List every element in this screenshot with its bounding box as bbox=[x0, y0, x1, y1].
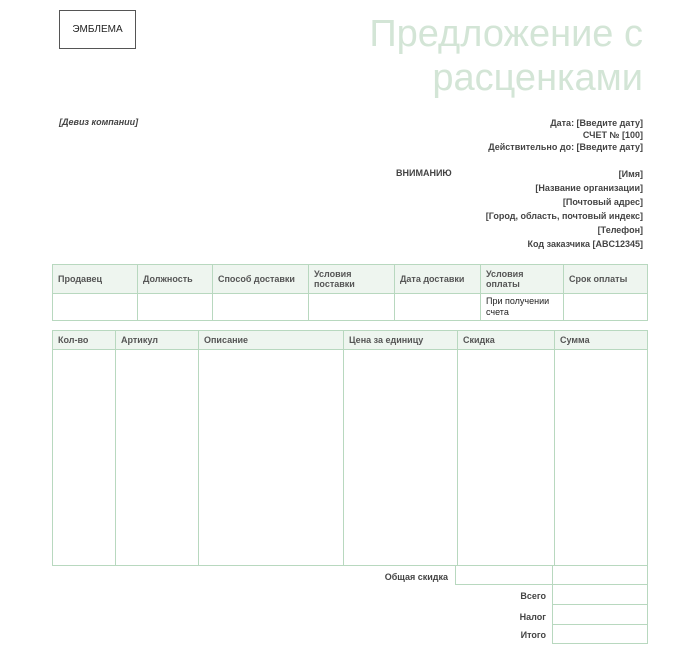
customer-id: Код заказчика [ABC12345] bbox=[527, 239, 643, 249]
info-table bbox=[52, 264, 648, 321]
total-field[interactable] bbox=[552, 584, 648, 605]
date-field: Дата: [Введите дату] bbox=[550, 118, 643, 128]
recipient-name: [Имя] bbox=[618, 169, 643, 179]
tax-field[interactable] bbox=[552, 604, 648, 625]
table-row bbox=[53, 294, 648, 321]
cell-seller[interactable] bbox=[53, 294, 138, 321]
header-delivery-terms: Условия поставки bbox=[309, 265, 395, 294]
grand-total-field[interactable] bbox=[552, 624, 648, 644]
cell-description[interactable] bbox=[199, 350, 344, 566]
recipient-phone: [Телефон] bbox=[597, 225, 643, 235]
header-unit-price: Цена за единицу bbox=[344, 331, 458, 350]
header-description: Описание bbox=[199, 331, 344, 350]
table-row bbox=[53, 350, 648, 566]
cell-amount[interactable] bbox=[555, 350, 648, 566]
header-seller: Продавец bbox=[53, 265, 138, 294]
cell-payment-due[interactable] bbox=[564, 294, 648, 321]
cell-position[interactable] bbox=[138, 294, 213, 321]
company-slogan: [Девиз компании] bbox=[59, 117, 139, 127]
tax-label: Налог bbox=[519, 612, 546, 622]
info-table-header bbox=[53, 265, 648, 294]
cell-delivery-method[interactable] bbox=[213, 294, 309, 321]
header-delivery-date: Дата доставки bbox=[395, 265, 481, 294]
header-delivery-method: Способ доставки bbox=[213, 265, 309, 294]
header-article: Артикул bbox=[116, 331, 199, 350]
header-amount bbox=[555, 331, 648, 350]
valid-until-field: Действительно до: [Введите дату] bbox=[488, 142, 643, 152]
invoice-number: СЧЕТ № [100] bbox=[582, 130, 643, 140]
cell-delivery-date[interactable] bbox=[395, 294, 481, 321]
attention-label: ВНИМАНИЮ bbox=[396, 168, 452, 178]
header-discount: Скидка bbox=[458, 331, 555, 350]
recipient-address: [Почтовый адрес] bbox=[562, 197, 643, 207]
title-line-1: Предложение с bbox=[369, 13, 643, 55]
items-table bbox=[52, 330, 648, 566]
total-discount-amount-field[interactable] bbox=[552, 565, 648, 585]
header-position: Должность bbox=[138, 265, 213, 294]
grand-total-label: Итого bbox=[520, 630, 546, 640]
cell-unit-price[interactable] bbox=[344, 350, 458, 566]
total-label: Всего bbox=[520, 591, 546, 601]
cell-quantity[interactable] bbox=[53, 350, 116, 566]
header-amount-label: Сумма bbox=[560, 335, 590, 345]
total-discount-field[interactable] bbox=[455, 565, 553, 585]
logo-placeholder: ЭМБЛЕМА bbox=[59, 10, 136, 49]
total-discount-label: Общая скидка bbox=[384, 572, 448, 582]
header-payment-terms: Условия оплаты bbox=[481, 265, 564, 294]
header-payment-due: Срок оплаты bbox=[564, 265, 648, 294]
cell-discount[interactable] bbox=[458, 350, 555, 566]
recipient-organization: [Название организации] bbox=[535, 183, 643, 193]
cell-delivery-terms[interactable] bbox=[309, 294, 395, 321]
document-title bbox=[283, 12, 643, 100]
cell-payment-terms[interactable]: При получении счета bbox=[481, 294, 564, 321]
items-table-header bbox=[53, 331, 648, 350]
header-quantity: Кол-во bbox=[53, 331, 116, 350]
title-line-2: расценками bbox=[432, 57, 643, 99]
cell-article[interactable] bbox=[116, 350, 199, 566]
recipient-city: [Город, область, почтовый индекс] bbox=[485, 211, 643, 221]
